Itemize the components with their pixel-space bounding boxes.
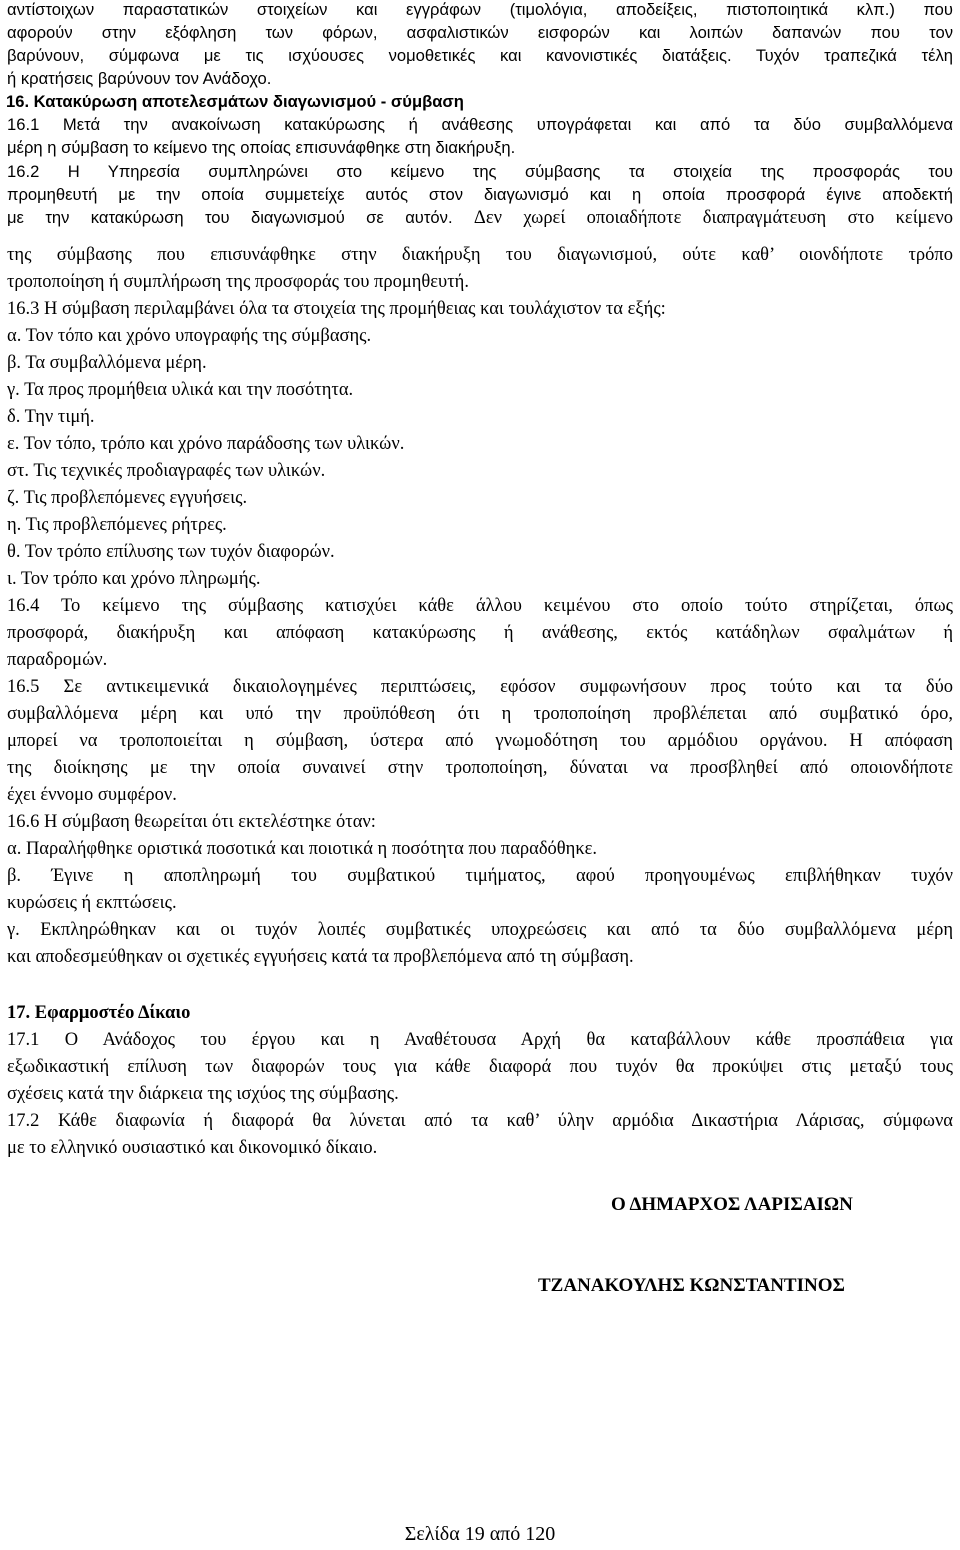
list-item: ι. Τον τρόπο και χρόνο πληρωμής. [7, 569, 261, 589]
signature-title: Ο ΔΗΜΑΡΧΟΣ ΛΑΡΙΣΑΙΩΝ [611, 1194, 853, 1215]
paragraph-line-part: Δεν χωρεί οποιαδήποτε διαπραγμάτευση στο κείμενο [473, 208, 953, 228]
paragraph-line: 16.3 Η σύμβαση περιλαμβάνει όλα τα στοιχεία της προμήθειας και τουλάχιστον τα εξής: [7, 299, 666, 319]
paragraph-line: συμβαλλόμενα μέρη και υπό την προϋπόθεση ότι η τροποποίηση προβλέπεται από συμβατικό όρο, [7, 704, 953, 724]
list-item: α. Τον τόπο και χρόνο υπογραφής της σύμβασης. [7, 326, 372, 346]
list-item: ζ. Τις προβλεπόμενες εγγυήσεις. [7, 488, 248, 508]
list-item: β. Έγινε η αποπληρωμή του συμβατικού τιμήματος, αφού προηγουμένως επιβλήθηκαν τυχόν [7, 866, 953, 886]
paragraph-line: 16.4 Το κείμενο της σύμβασης κατισχύει κάθε άλλου κειμένου στο οποίο τούτο στηρίζεται, όπως [7, 596, 953, 616]
paragraph-line: κυρώσεις ή εκπτώσεις. [7, 893, 177, 913]
page-number: Σελίδα 19 από 120 [404, 1523, 556, 1545]
list-item: δ. Την τιμή. [7, 407, 95, 427]
paragraph-line: της διοίκησης με την οποία συναινεί στην τροποποίηση, δύναται να προσβληθεί από οποιονδήποτε [7, 758, 953, 778]
paragraph-line: αφορούν στην εξόφληση των φόρων, ασφαλιστικών εισφορών και λοιπών δαπανών που τον [7, 23, 953, 42]
paragraph-line: 17.1 Ο Ανάδοχος του έργου και η Αναθέτουσα Αρχή θα καταβάλλουν κάθε προσπάθεια για [7, 1030, 953, 1050]
paragraph-line: παραδρομών. [7, 650, 108, 670]
paragraph-line: 16.2 Η Υπηρεσία συμπληρώνει στο κείμενο της σύμβασης τα στοιχεία της προσφοράς του [7, 162, 953, 181]
paragraph-line: 17.2 Κάθε διαφωνία ή διαφορά θα λύνεται από τα καθ’ ύλην αρμόδια Δικαστήρια Λάρισας, σύμφωνα [7, 1111, 953, 1131]
paragraph-line-part: με την κατακύρωση του διαγωνισμού σε αυτόν. [7, 208, 474, 227]
list-item: γ. Τα προς προμήθεια υλικά και την ποσότητα. [7, 380, 354, 400]
list-item: θ. Τον τρόπο επίλυσης των τυχόν διαφορών. [7, 542, 335, 562]
list-item: α. Παραλήφθηκε οριστικά ποσοτικά και ποιοτικά η ποσότητα που παραδόθηκε. [7, 839, 598, 859]
paragraph-line: βαρύνουν, σύμφωνα με τις ισχύουσες νομοθετικές και κανονιστικές διατάξεις. Τυχόν τραπεζικά τέλη [7, 46, 953, 65]
signature-name: ΤΖΑΝΑΚΟΥΛΗΣ ΚΩΝΣΤΑΝΤΙΝΟΣ [538, 1275, 845, 1296]
list-item: η. Τις προβλεπόμενες ρήτρες. [7, 515, 227, 535]
paragraph-line: προσφορά, διακήρυξη και απόφαση κατακύρωσης ή ανάθεσης, εκτός κατάδηλων σφαλμάτων ή [7, 623, 953, 643]
list-item: στ. Τις τεχνικές προδιαγραφές των υλικών. [7, 461, 326, 481]
paragraph-line: 16.5 Σε αντικειμενικά δικαιολογημένες περιπτώσεις, εφόσον συμφωνήσουν προς τούτο και τα δύο [7, 677, 953, 697]
list-item: γ. Εκπληρώθηκαν και οι τυχόν λοιπές συμβατικές υποχρεώσεις και από τα δύο συμβαλλόμενα μέρη [7, 920, 953, 940]
list-item: ε. Τον τόπο, τρόπο και χρόνο παράδοσης των υλικών. [7, 434, 405, 454]
paragraph-line: 16.1 Μετά την ανακοίνωση κατακύρωσης ή ανάθεσης υπογράφεται και από τα δύο συμβαλλόμενα [7, 115, 953, 134]
paragraph-line: ή κρατήσεις βαρύνουν τον Ανάδοχο. [7, 69, 272, 88]
list-item: β. Τα συμβαλλόμενα μέρη. [7, 353, 207, 373]
paragraph-line: της σύμβασης που επισυνάφθηκε στην διακήρυξη του διαγωνισμού, ούτε καθ’ οιονδήποτε τρόπο [7, 245, 953, 265]
paragraph-line: μπορεί να τροποποιείται η σύμβαση, ύστερα από γνωμοδότηση του αρμόδιου οργάνου. Η απόφαση [7, 731, 953, 751]
paragraph-line: αντίστοιχων παραστατικών στοιχείων και εγγράφων (τιμολόγια, αποδείξεις, πιστοποιητικά κλπ.) που [7, 0, 953, 19]
paragraph-line: εξωδικαστική επίλυση των διαφορών τους για κάθε διαφορά που τυχόν θα προκύψει στις μεταξύ τους [7, 1057, 953, 1077]
section-heading-17: 17. Εφαρμοστέο Δίκαιο [7, 1003, 191, 1023]
paragraph-line: και αποδεσμεύθηκαν οι σχετικές εγγυήσεις κατά τα προβλεπόμενα από τη σύμβαση. [7, 947, 634, 967]
paragraph-line: προμηθευτή με την οποία συμμετείχε αυτός στον διαγωνισμό και η οποία προσφορά έγινε αποδεκτή [7, 185, 953, 204]
paragraph-line: με το ελληνικό ουσιαστικό και δικονομικό δίκαιο. [7, 1138, 378, 1158]
paragraph-line: έχει έννομο συμφέρον. [7, 785, 177, 805]
paragraph-line: 16.6 Η σύμβαση θεωρείται ότι εκτελέστηκε όταν: [7, 812, 376, 832]
paragraph-line: μέρη η σύμβαση το κείμενο της οποίας επισυνάφθηκε στη διακήρυξη. [7, 138, 516, 157]
paragraph-line [7, 207, 953, 231]
section-heading-16: 16. Κατακύρωση αποτελεσμάτων διαγωνισμού - σύμβαση [6, 92, 464, 111]
paragraph-line: τροποποίηση ή συμπλήρωση της προσφοράς του προμηθευτή. [7, 272, 469, 292]
paragraph-line: σχέσεις κατά την διάρκεια της ισχύος της σύμβασης. [7, 1084, 399, 1104]
